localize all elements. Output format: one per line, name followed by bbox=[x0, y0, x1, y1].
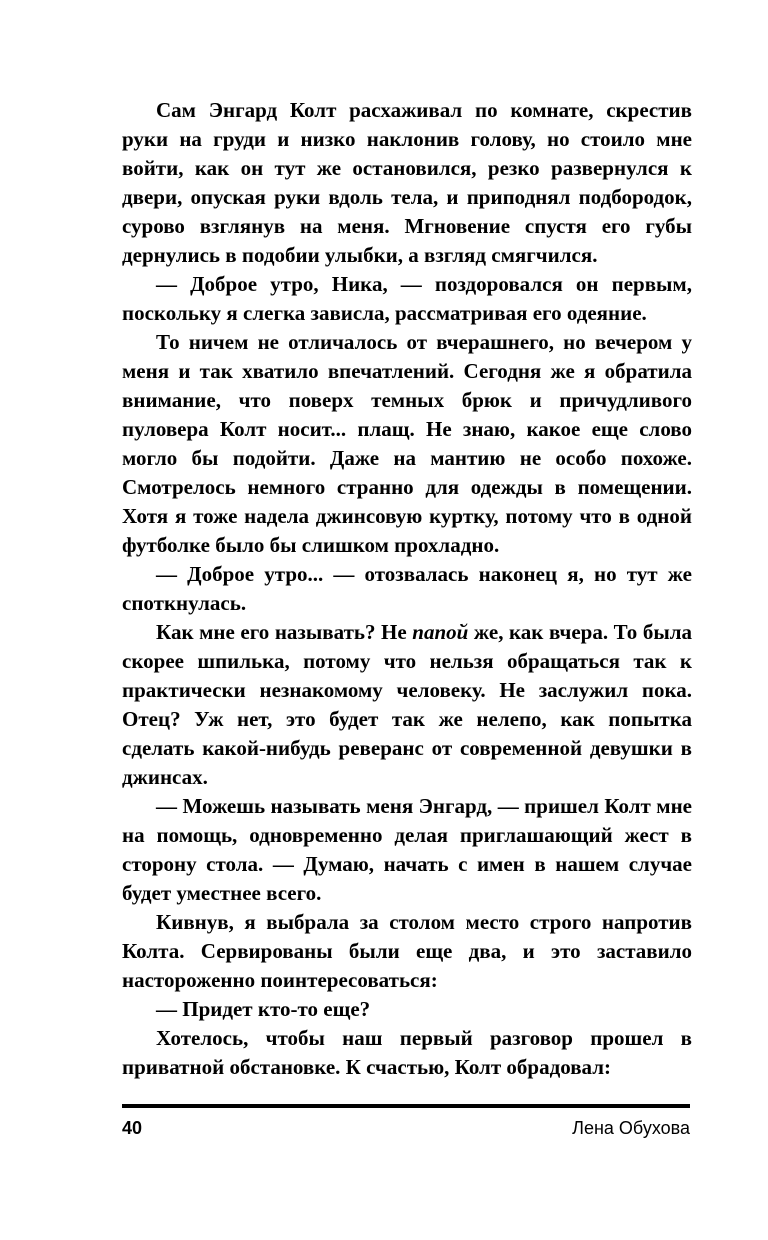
book-text bbox=[122, 96, 692, 1082]
paragraph bbox=[122, 270, 692, 328]
text-run: — Можешь называть меня Энгард, — пришел Колт мне на помощь, одновременно делая приглашающий жест в сторону стола. — Думаю, начать с имен в нашем случае будет уместнее всего. bbox=[122, 794, 692, 905]
paragraph bbox=[122, 792, 692, 908]
page-number: 40 bbox=[122, 1118, 143, 1138]
text-run: Как мне его называть? Не bbox=[156, 620, 413, 644]
paragraph bbox=[122, 560, 692, 618]
running-footer-author: Лена Обухова bbox=[572, 1118, 690, 1138]
paragraph bbox=[122, 96, 692, 270]
text-run: — Придет кто-то еще? bbox=[156, 997, 371, 1021]
text-run: Сам Энгард Колт расхаживал по комнате, скрестив руки на груди и низко наклонив голову, но стоило мне войти, как он тут же остановился, резко развернулся к двери, опуская руки вдоль тела, и приподнял подбородок, сурово взглянув на меня. Мгновение спустя его губы дернулись в подобии улыбки, а взгляд смягчился. bbox=[122, 98, 692, 267]
paragraph bbox=[122, 618, 692, 792]
text-run: — Доброе утро, Ника, — поздоровался он первым, поскольку я слегка зависла, рассматривая его одеяние. bbox=[122, 272, 692, 325]
text-run: То ничем не отличалось от вчерашнего, но вечером у меня и так хватило впечатлений. Сегодня же я обратила внимание, что поверх темных брюк и причудливого пуловера Колт носит... плащ. Не знаю, какое еще слово могло бы подойти. Даже на мантию не особо похоже. Смотрелось немного странно для одежды в помещении. Хотя я тоже надела джинсовую куртку, потому что в одной футболке было бы слишком прохладно. bbox=[122, 330, 692, 557]
paragraph bbox=[122, 328, 692, 560]
text-run: — Доброе утро... — отозвалась наконец я, но тут же споткнулась. bbox=[122, 562, 692, 615]
italic-text-run: папой bbox=[412, 620, 469, 644]
text-run: Хотелось, чтобы наш первый разговор прошел в приватной обстановке. К счастью, Колт обрадовал: bbox=[122, 1026, 692, 1079]
paragraph bbox=[122, 1024, 692, 1082]
text-run: же, как вчера. То была скорее шпилька, потому что нельзя обращаться так к практически незнакомому человеку. Не заслужил пока. Отец? Уж нет, это будет так же нелепо, как попытка сделать какой-нибудь реверанс от современной девушки в джинсах. bbox=[122, 620, 692, 789]
text-run: Кивнув, я выбрала за столом место строго напротив Колта. Сервированы были еще два, и это заставило настороженно поинтересоваться: bbox=[122, 910, 692, 992]
paragraph bbox=[122, 995, 692, 1024]
page-footer bbox=[122, 1118, 690, 1139]
footer-rule bbox=[122, 1104, 690, 1108]
paragraph bbox=[122, 908, 692, 995]
